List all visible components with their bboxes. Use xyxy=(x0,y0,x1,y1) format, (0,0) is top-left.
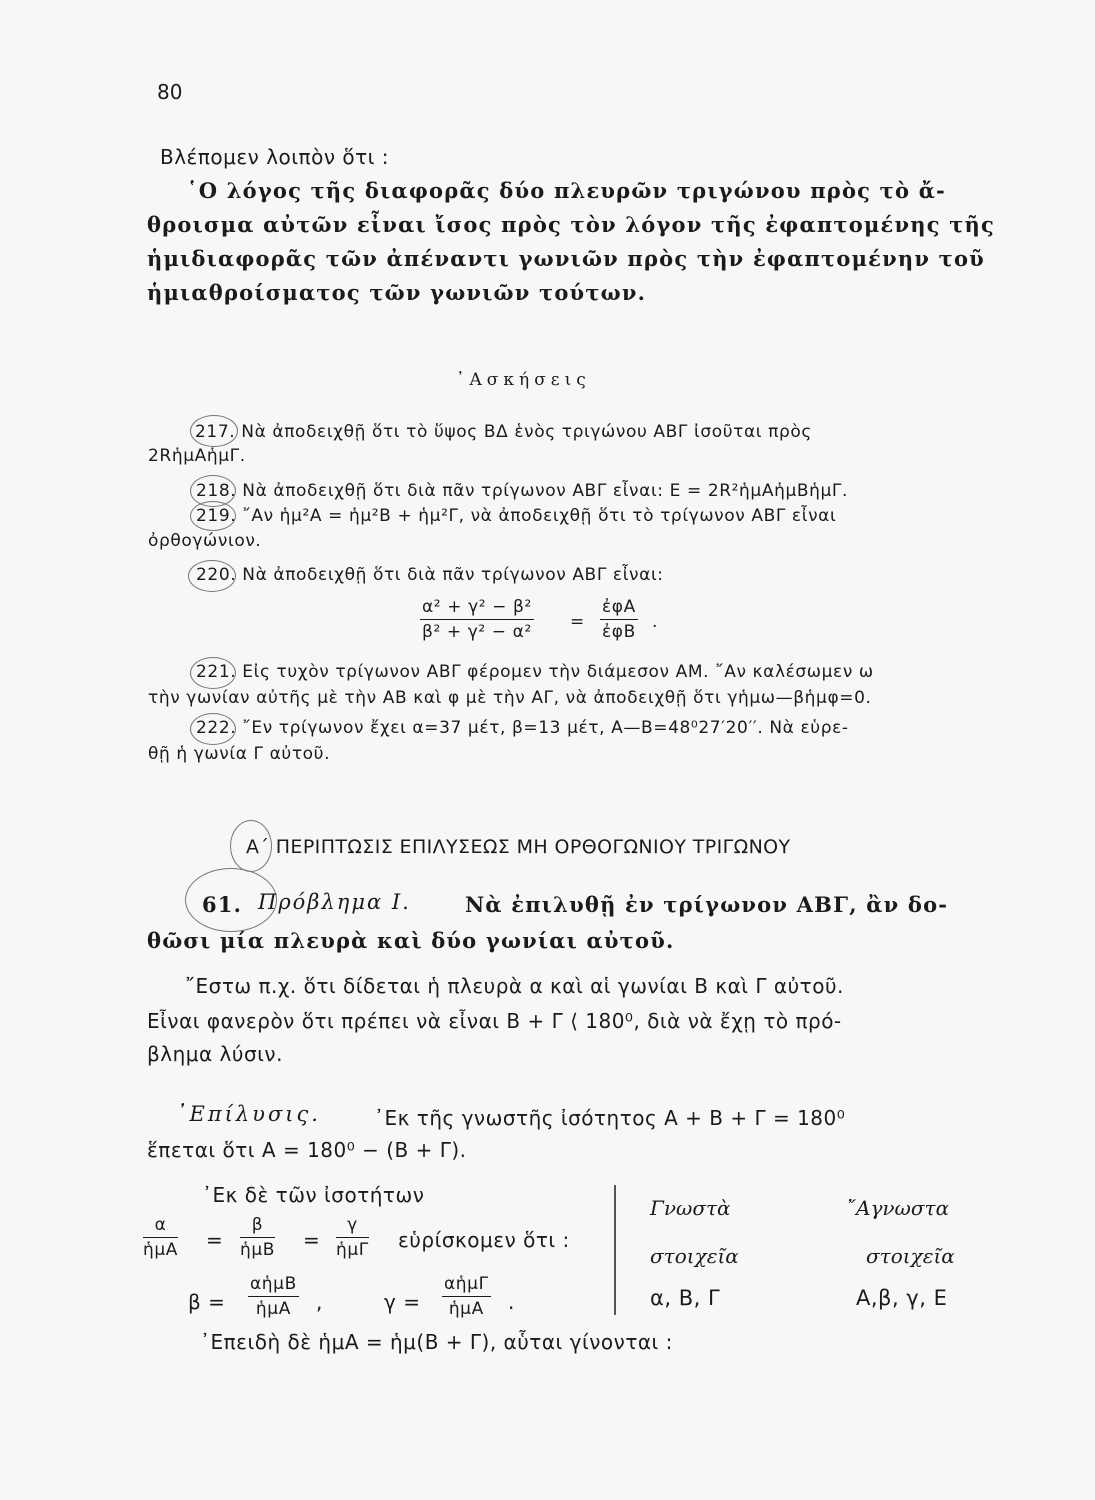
theorem-line: ῾Ο λόγος τῆς διαφορᾶς δύο πλευρῶν τριγώνου πρὸς τὸ ἄ- xyxy=(187,178,946,203)
body-line: ῎Εστω π.χ. ὅτι δίδεται ἡ πλευρὰ α καὶ αἱ γωνίαι Β καὶ Γ αὐτοῦ. xyxy=(185,974,844,998)
exercise-221: 221. Εἰς τυχὸν τρίγωνον ΑΒΓ φέρομεν τὴν διάμεσον ΑΜ. ῎Αν καλέσωμεν ω xyxy=(196,662,874,682)
unknown-subheading: στοιχεῖα xyxy=(866,1244,955,1268)
known-subheading: στοιχεῖα xyxy=(650,1244,739,1268)
fraction-denominator: ἡμΓ xyxy=(336,1240,369,1260)
solution-line: ᾿Εκ δὲ τῶν ἰσοτήτων xyxy=(202,1183,425,1207)
finding-text: εὑρίσκομεν ὅτι : xyxy=(398,1228,570,1252)
solution-line: ἕπεται ὅτι Α = 180⁰ − (Β + Γ). xyxy=(147,1138,467,1162)
body-line: βλημα λύσιν. xyxy=(147,1042,283,1066)
period: . xyxy=(652,612,659,632)
body-line: Εἶναι φανερὸν ὅτι πρέπει νὰ εἶναι Β + Γ ⟨ 180⁰, διὰ νὰ ἔχῃ τὸ πρό- xyxy=(147,1009,842,1033)
exercise-219-cont: ὀρθογώνιον. xyxy=(148,531,262,551)
ratio-fraction xyxy=(240,1215,275,1260)
exercise-217: 217. Νὰ ἀποδειχθῇ ὅτι τὸ ὕψος ΒΔ ἑνὸς τριγώνου ΑΒΓ ἰσοῦται πρὸς xyxy=(195,422,812,442)
exercise-221-cont: τὴν γωνίαν αὐτῆς μὲ τὴν ΑΒ καὶ φ μὲ τὴν ΑΓ, νὰ ἀποδειχθῇ ὅτι γἡμω—βἡμφ=0. xyxy=(148,688,872,708)
unknown-heading: ῎Αγνωστα xyxy=(846,1196,950,1220)
theorem-line: ἡμιδιαφορᾶς τῶν ἀπέναντι γωνιῶν πρὸς τὴν ἐφαπτομένην τοῦ xyxy=(147,246,985,271)
fraction-denominator: ἡμΒ xyxy=(240,1240,276,1260)
fraction-numerator: β xyxy=(240,1215,275,1238)
exercise-220: 220. Νὰ ἀποδειχθῇ ὅτι διὰ πᾶν τρίγωνον ΑΒΓ εἶναι: xyxy=(196,565,664,585)
solution-label: ᾿Επίλυσις. xyxy=(176,1102,321,1126)
ratio-fraction xyxy=(336,1215,369,1260)
exercise-222: 222. ῎Εν τρίγωνον ἔχει α=37 μέτ, β=13 μέτ, Α—Β=48⁰27′20′′. Νὰ εὑρε- xyxy=(196,718,849,738)
exercise-217-cont: 2RἡμΑἡμΓ. xyxy=(148,446,246,466)
solution-final: ᾿Επειδὴ δὲ ἡμΑ = ἡμ(Β + Γ), αὗται γίνονται : xyxy=(200,1330,673,1354)
table-divider xyxy=(614,1185,616,1315)
problem-title-cont: θῶσι μία πλευρὰ καὶ δύο γωνίαι αὐτοῦ. xyxy=(147,928,675,953)
equals-sign: = xyxy=(303,1228,321,1252)
theorem-line: ἡμιαθροίσματος τῶν γωνιῶν τούτων. xyxy=(147,280,647,305)
beta-fraction xyxy=(248,1274,299,1319)
fraction-denominator: ἡμΑ xyxy=(448,1299,484,1319)
page-number: 80 xyxy=(157,80,183,104)
equals-sign: = xyxy=(206,1228,224,1252)
fraction-rhs xyxy=(600,597,638,642)
fraction-denominator: ἐφΒ xyxy=(601,622,636,642)
problem-title: Νὰ ἐπιλυθῇ ἐν τρίγωνον ΑΒΓ, ἂν δο- xyxy=(465,892,949,917)
period: . xyxy=(508,1290,515,1314)
intro-text: Βλέπομεν λοιπὸν ὅτι : xyxy=(160,145,389,169)
fraction-denominator: β² + γ² − α² xyxy=(422,622,532,642)
known-heading: Γνωστὰ xyxy=(650,1196,731,1220)
fraction-numerator: αἡμΓ xyxy=(442,1274,491,1297)
problem-label: Πρόβλημα Ι. xyxy=(258,890,411,914)
fraction-lhs xyxy=(420,597,534,642)
theorem-line: θροισμα αὐτῶν εἶναι ἴσος πρὸς τὸν λόγον τῆς ἐφαπτομένης τῆς xyxy=(147,212,996,237)
gamma-fraction xyxy=(442,1274,491,1319)
fraction-numerator: α xyxy=(143,1215,178,1238)
problem-number: 61. xyxy=(202,892,243,917)
fraction-numerator: α² + γ² − β² xyxy=(420,597,534,620)
equals-sign: = xyxy=(570,612,585,632)
exercise-219: 219. ῎Αν ἡμ²Α = ἡμ²Β + ἡμ²Γ, νὰ ἀποδειχθῇ ὅτι τὸ τρίγωνον ΑΒΓ εἶναι xyxy=(196,506,837,526)
solution-line: ᾿Εκ τῆς γνωστῆς ἰσότητος Α + Β + Γ = 180⁰ xyxy=(374,1106,846,1130)
unknown-values: Α,β, γ, Ε xyxy=(856,1286,948,1310)
fraction-numerator: ἐφΑ xyxy=(600,597,638,620)
ratio-fraction xyxy=(143,1215,178,1260)
beta-lhs: β = xyxy=(188,1290,226,1314)
gamma-lhs: γ = xyxy=(384,1290,421,1314)
fraction-numerator: αἡμΒ xyxy=(248,1274,299,1297)
fraction-denominator: ἡμΑ xyxy=(255,1299,291,1319)
fraction-denominator: ἡμΑ xyxy=(143,1240,179,1260)
exercise-218: 218. Νὰ ἀποδειχθῇ ὅτι διὰ πᾶν τρίγωνον ΑΒΓ εἶναι: Ε = 2R²ἡμΑἡμΒἡμΓ. xyxy=(196,481,849,501)
comma: , xyxy=(316,1290,323,1314)
section-heading: Α΄ ΠΕΡΙΠΤΩΣΙΣ ΕΠΙΛΥΣΕΩΣ ΜΗ ΟΡΘΟΓΩΝΙΟΥ ΤΡΙΓΩΝΟΥ xyxy=(246,836,791,858)
known-values: α, Β, Γ xyxy=(650,1286,721,1310)
fraction-numerator: γ xyxy=(336,1215,369,1238)
exercise-222-cont: θῇ ἡ γωνία Γ αὐτοῦ. xyxy=(148,744,331,764)
exercises-heading: ᾿Ασκήσεις xyxy=(456,370,591,390)
